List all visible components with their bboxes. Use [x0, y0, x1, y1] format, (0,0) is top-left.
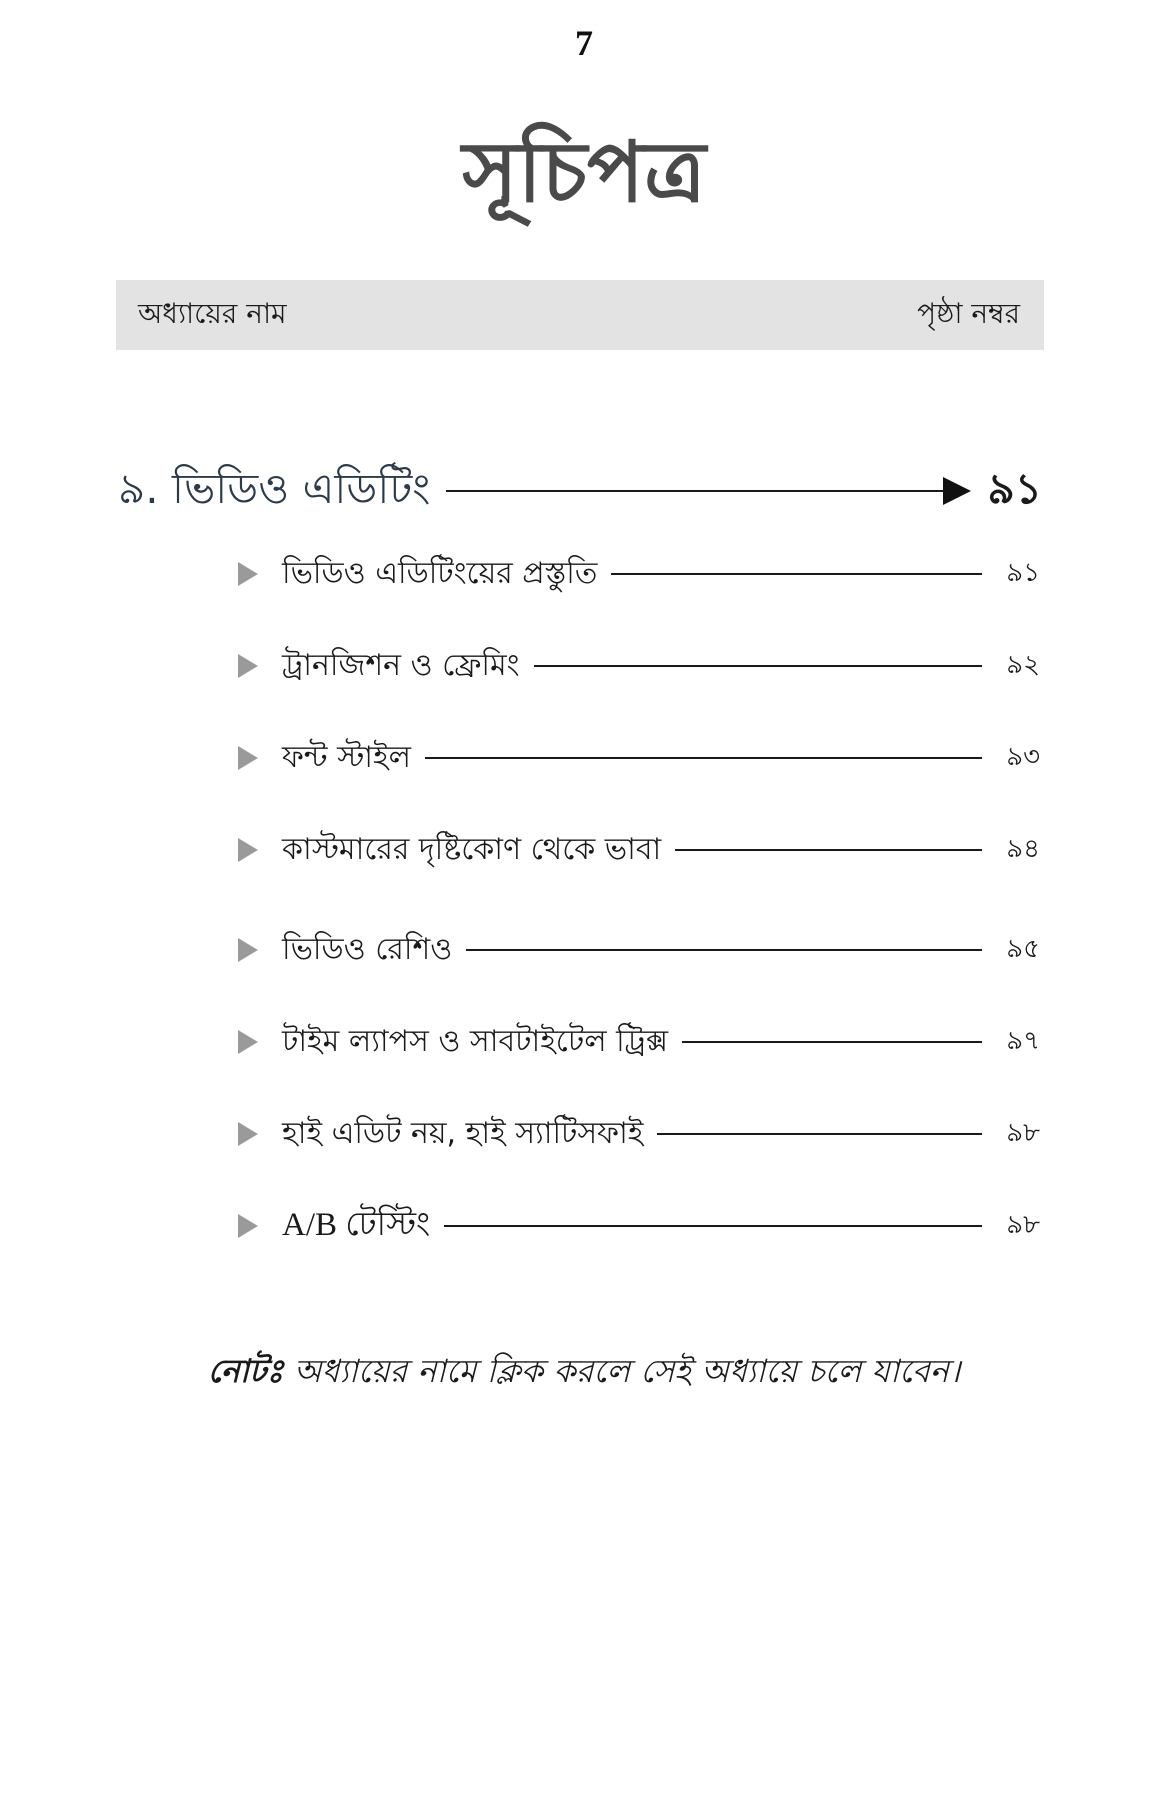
toc-item[interactable]	[238, 1196, 1040, 1256]
toc-item-page: ৯২	[1006, 650, 1040, 680]
leader-line	[446, 490, 943, 492]
toc-item-label: ভিডিও রেশিও	[282, 931, 453, 967]
toc-item-label: হাই এডিট নয়, হাই স্যাটিসফাই	[282, 1115, 644, 1151]
triangle-bullet-icon	[238, 1214, 258, 1238]
toc-item-label: ফন্ট স্টাইল	[282, 739, 411, 775]
toc-item[interactable]	[238, 1012, 1040, 1072]
leader-line	[675, 849, 982, 851]
toc-item-label: ভিডিও এডিটিংয়ের প্রস্তুতি	[282, 555, 598, 591]
triangle-bullet-icon	[238, 1030, 258, 1054]
chapter-title: ৯. ভিডিও এডিটিং	[118, 463, 431, 513]
toc-item-page: ৯৮	[1006, 1210, 1040, 1240]
note-label: নোটঃ	[207, 1352, 284, 1390]
triangle-bullet-icon	[238, 746, 258, 770]
triangle-bullet-icon	[238, 1122, 258, 1146]
page-number-column-label: পৃষ্ঠা নম্বর	[917, 296, 1020, 330]
toc-item[interactable]	[238, 636, 1040, 696]
leader-line	[611, 573, 982, 575]
toc-item-label: A/B টেস্টিং	[282, 1207, 431, 1243]
toc-item[interactable]	[238, 1104, 1040, 1164]
triangle-bullet-icon	[238, 562, 258, 586]
chapter-link[interactable]	[118, 460, 1042, 522]
note-text: অধ্যায়ের নামে ক্লিক করলে সেই অধ্যায়ে চলে যাবেন।	[283, 1352, 961, 1390]
toc-item-label: ট্রানজিশন ও ফ্রেমিং	[282, 647, 520, 683]
leader-line	[444, 1225, 982, 1227]
toc-item-label: কাস্টমারের দৃষ্টিকোণ থেকে ভাবা	[282, 831, 662, 867]
toc-item-page: ৯৪	[1006, 834, 1040, 864]
chapter-name-column-label: অধ্যায়ের নাম	[138, 296, 287, 330]
page-number: 7	[575, 23, 593, 63]
leader-line	[682, 1041, 982, 1043]
arrow-right-icon	[943, 477, 971, 505]
toc-item-page: ৯১	[1006, 558, 1040, 588]
leader-line	[466, 949, 982, 951]
triangle-bullet-icon	[238, 838, 258, 862]
navigation-note	[0, 1346, 1168, 1400]
toc-item[interactable]	[238, 728, 1040, 788]
chapter-page-number: ৯১	[987, 463, 1042, 513]
toc-item-page: ৯৭	[1006, 1026, 1040, 1056]
leader-line	[534, 665, 982, 667]
triangle-bullet-icon	[238, 654, 258, 678]
toc-item[interactable]	[238, 920, 1040, 980]
leader-line	[425, 757, 982, 759]
leader-line	[657, 1133, 982, 1135]
toc-item-page: ৯৫	[1006, 934, 1040, 964]
toc-item[interactable]	[238, 544, 1040, 604]
toc-item-page: ৯৩	[1006, 742, 1040, 772]
triangle-bullet-icon	[238, 938, 258, 962]
page-title: সূচিপত্র	[462, 123, 706, 221]
toc-item-page: ৯৮	[1006, 1118, 1040, 1148]
toc-header-bar	[116, 280, 1044, 350]
toc-item[interactable]	[238, 820, 1040, 880]
toc-item-label: টাইম ল্যাপস ও সাবটাইটেল ট্রিক্স	[282, 1023, 669, 1059]
